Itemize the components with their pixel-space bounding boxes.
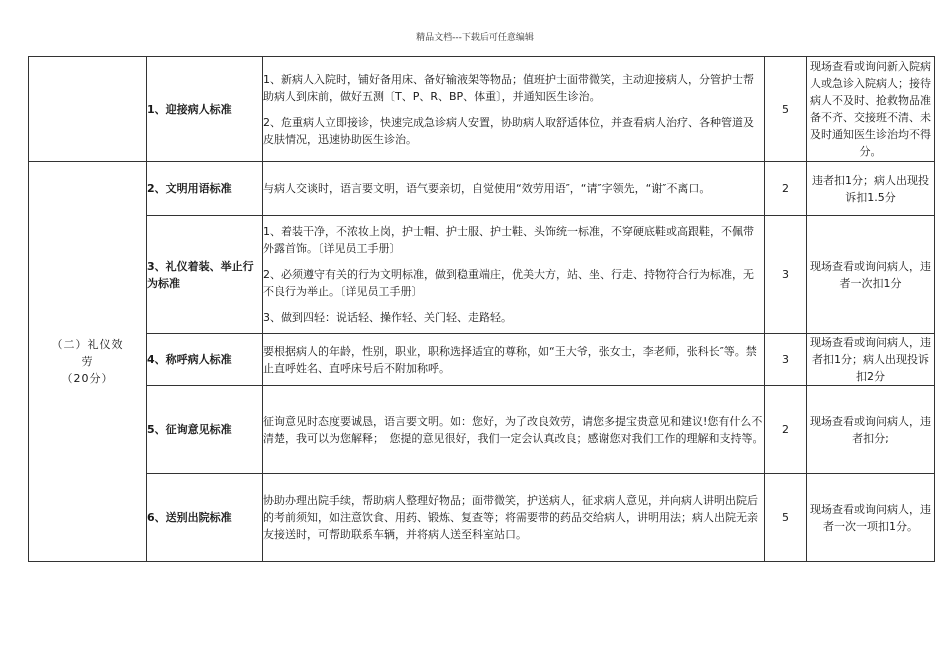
deduction-rule: 现场查看或询问病人，违者扣1分；病人出现投诉扣2分 [807,334,935,386]
item-name: 2、文明用语标准 [147,162,263,216]
empty-category-cell [29,57,147,162]
category-points: （20分） [61,372,114,385]
description-paragraph: 1、新病人入院时，铺好备用床、备好输液架等物品；值班护士面带微笑，主动迎接病人，分管护士帮助病人到床前，做好五测〔T、P、R、BP、体重〕，并通知医生诊治。 [263,72,754,103]
deduction-rule: 现场查看或询问病人，违者扣分; [807,386,935,474]
item-name: 3、礼仪着装、举止行为标准 [147,216,263,334]
description-paragraph: 2、必须遵守有关的行为文明标准，做到稳重端庄，优美大方，站、坐、行走、持物符合行为标准，无不良行为举止。〔详见员工手册〕 [263,268,754,298]
description-paragraph: 与病人交谈时，语言要文明，语气要亲切，自觉使用“效劳用语″，“请″字领先，“谢″不离口。 [263,182,711,195]
description-paragraph: 要根据病人的年龄，性别，职业，职称选择适宜的尊称，如“王大爷，张女士，李老师，张科长″等。禁止直呼姓名、直呼床号后不附加称呼。 [263,344,757,375]
item-score: 2 [765,162,807,216]
deduction-rule: 违者扣1分；病人出现投诉扣1.5分 [807,162,935,216]
item-description [263,474,765,562]
deduction-rule: 现场查看或询问新入院病人或急诊入院病人；接待病人不及时、抢救物品准备不齐、交接班不清、未及时通知医生诊治均不得分。 [807,57,935,162]
table-row [29,386,935,474]
table-row [29,57,935,162]
deduction-rule: 现场查看或询问病人，违者一次一项扣1分。 [807,474,935,562]
item-name: 6、送别出院标准 [147,474,263,562]
standards-table [28,56,935,562]
description-paragraph: 1、着装干净，不浓妆上岗，护士帽、护士服、护士鞋、头饰统一标准，不穿硬底鞋或高跟鞋，不佩带外露首饰。〔详见员工手册〕 [263,225,754,255]
description-paragraph: 征询意见时态度要诚恳，语言要文明。如：您好，为了改良效劳，请您多提宝贵意见和建议!您有什么不清楚，我可以为您解释； 您提的意见很好，我们一定会认真改良；感谢您对我们工作的理解和支持等。 [263,414,764,445]
table-row [29,474,935,562]
item-description [263,57,765,162]
item-score: 5 [765,474,807,562]
item-description [263,162,765,216]
deduction-rule: 现场查看或询问病人，违者一次扣1分 [807,216,935,334]
description-paragraph: 2、危重病人立即接诊，快速完成急诊病人安置，协助病人取舒适体位，并查看病人治疗、各种管道及皮肤情况，迅速协助医生诊治。 [263,115,754,146]
table-row [29,216,935,334]
item-description [263,386,765,474]
description-paragraph: 3、做到四轻：说话轻、操作轻、关门轻、走路轻。 [263,311,512,324]
item-score: 3 [765,334,807,386]
item-score: 3 [765,216,807,334]
item-description [263,334,765,386]
item-name: 1、迎接病人标准 [147,57,263,162]
page-header: 精品文档---下载后可任意编辑 [416,33,534,43]
item-name: 4、称呼病人标准 [147,334,263,386]
item-score: 2 [765,386,807,474]
table-row [29,162,935,216]
item-description [263,216,765,334]
description-paragraph: 协助办理出院手续，帮助病人整理好物品；面带微笑，护送病人，征求病人意见，并向病人讲明出院后的考前须知，如注意饮食、用药、锻炼、复查等；将需要带的药品交给病人，讲明用法；病人出院无亲友接送时，可帮助联系车辆，并将病人送至科室站口。 [263,494,758,541]
category-title: （二）礼仪效 [51,338,124,351]
item-name: 5、征询意见标准 [147,386,263,474]
category-title-cont: 劳 [81,355,94,368]
table-row [29,334,935,386]
item-score: 5 [765,57,807,162]
category-cell [29,162,147,562]
